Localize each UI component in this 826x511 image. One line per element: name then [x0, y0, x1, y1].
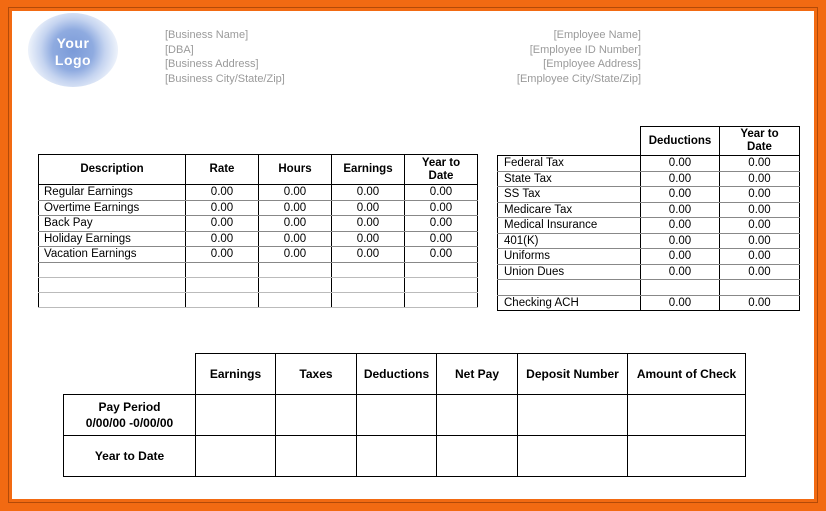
column-header: Rate — [186, 155, 259, 185]
table-row — [39, 277, 478, 292]
table-row — [39, 247, 478, 263]
deduction-amount: 0.00 — [641, 218, 720, 234]
table-row — [498, 249, 800, 265]
table-row — [39, 216, 478, 232]
earning-hours: 0.00 — [259, 216, 332, 232]
checking-ytd: 0.00 — [720, 295, 800, 311]
checking-description: Checking ACH — [498, 295, 641, 311]
pay-summary-table — [63, 353, 746, 477]
earnings-header-row — [39, 155, 478, 185]
table-row — [39, 185, 478, 201]
column-header: Deductions — [357, 354, 437, 395]
pay-period-title: Pay Period — [98, 400, 161, 414]
summary-header-row — [64, 354, 746, 395]
earning-ytd: 0.00 — [405, 200, 478, 216]
column-header: Earnings — [332, 155, 405, 185]
table-row — [498, 187, 800, 203]
table-row — [498, 264, 800, 280]
ytd-label: Year to Date — [64, 436, 196, 477]
deduction-ytd: 0.00 — [720, 171, 800, 187]
column-header: Net Pay — [437, 354, 518, 395]
deductions-header-row — [498, 127, 800, 156]
pay-period-label — [64, 395, 196, 436]
business-dba: [DBA] — [165, 43, 194, 56]
deduction-amount: 0.00 — [641, 202, 720, 218]
logo-text: Your — [56, 35, 90, 51]
business-name: [Business Name] — [165, 29, 249, 41]
deduction-amount: 0.00 — [641, 264, 720, 280]
earning-ytd: 0.00 — [405, 231, 478, 247]
column-header: Year to Date — [405, 155, 478, 185]
business-city-state-zip: [Business City/State/Zip] — [165, 72, 285, 85]
deduction-description: Medicare Tax — [498, 202, 641, 218]
deduction-amount: 0.00 — [641, 156, 720, 172]
deduction-ytd: 0.00 — [720, 202, 800, 218]
deductions-table — [497, 126, 800, 311]
company-logo — [28, 13, 118, 87]
earning-description: Vacation Earnings — [39, 247, 186, 263]
earning-hours: 0.00 — [259, 185, 332, 201]
column-header: Deductions — [641, 127, 720, 156]
earning-ytd: 0.00 — [405, 185, 478, 201]
table-row — [498, 218, 800, 234]
table-row — [39, 292, 478, 307]
deduction-description: Uniforms — [498, 249, 641, 265]
column-header: Hours — [259, 155, 332, 185]
table-row — [39, 231, 478, 247]
earning-ytd: 0.00 — [405, 247, 478, 263]
earning-description: Back Pay — [39, 216, 186, 232]
table-row — [498, 156, 800, 172]
employee-address: [Employee Address] — [543, 58, 641, 70]
column-header: Amount of Check — [628, 354, 746, 395]
deduction-description: 401(K) — [498, 233, 641, 249]
deduction-description: Federal Tax — [498, 156, 641, 172]
employee-id: [Employee ID Number] — [529, 43, 641, 56]
column-header: Year to Date — [720, 127, 800, 156]
table-row — [498, 280, 800, 296]
deduction-description: State Tax — [498, 171, 641, 187]
earning-amount: 0.00 — [332, 216, 405, 232]
earning-amount: 0.00 — [332, 247, 405, 263]
pay-period-row — [64, 395, 746, 436]
business-info — [165, 28, 285, 86]
deduction-ytd: 0.00 — [720, 249, 800, 265]
table-row — [498, 171, 800, 187]
pay-period-dates: 0/00/00 -0/00/00 — [85, 416, 174, 430]
earning-rate: 0.00 — [186, 231, 259, 247]
earning-amount: 0.00 — [332, 185, 405, 201]
table-row — [498, 202, 800, 218]
earning-rate: 0.00 — [186, 216, 259, 232]
checking-row — [498, 295, 800, 311]
deduction-amount: 0.00 — [641, 249, 720, 265]
earning-hours: 0.00 — [259, 200, 332, 216]
deduction-description: Union Dues — [498, 264, 641, 280]
logo-text: Logo — [54, 52, 92, 68]
earning-description: Regular Earnings — [39, 185, 186, 201]
column-header: Taxes — [276, 354, 357, 395]
earning-hours: 0.00 — [259, 231, 332, 247]
deduction-ytd: 0.00 — [720, 218, 800, 234]
earning-description: Overtime Earnings — [39, 200, 186, 216]
earning-rate: 0.00 — [186, 247, 259, 263]
deduction-amount: 0.00 — [641, 187, 720, 203]
earning-rate: 0.00 — [186, 185, 259, 201]
earnings-table — [38, 154, 478, 308]
earning-description: Holiday Earnings — [39, 231, 186, 247]
earning-ytd: 0.00 — [405, 216, 478, 232]
table-row — [39, 262, 478, 277]
column-header: Description — [39, 155, 186, 185]
table-row — [39, 200, 478, 216]
deduction-ytd: 0.00 — [720, 187, 800, 203]
table-row — [498, 233, 800, 249]
column-header: Deposit Number — [518, 354, 628, 395]
earning-amount: 0.00 — [332, 200, 405, 216]
deduction-amount: 0.00 — [641, 171, 720, 187]
earning-rate: 0.00 — [186, 200, 259, 216]
deduction-description: SS Tax — [498, 187, 641, 203]
checking-amount: 0.00 — [641, 295, 720, 311]
column-header: Earnings — [196, 354, 276, 395]
deduction-ytd: 0.00 — [720, 156, 800, 172]
earning-amount: 0.00 — [332, 231, 405, 247]
year-to-date-row — [64, 436, 746, 477]
deduction-amount: 0.00 — [641, 233, 720, 249]
employee-info — [517, 28, 641, 86]
employee-city-state-zip: [Employee City/State/Zip] — [516, 72, 641, 85]
deduction-description: Medical Insurance — [498, 218, 641, 234]
earning-hours: 0.00 — [259, 247, 332, 263]
employee-name: [Employee Name] — [553, 29, 641, 41]
deduction-ytd: 0.00 — [720, 233, 800, 249]
deduction-ytd: 0.00 — [720, 264, 800, 280]
business-address: [Business Address] — [165, 58, 259, 70]
